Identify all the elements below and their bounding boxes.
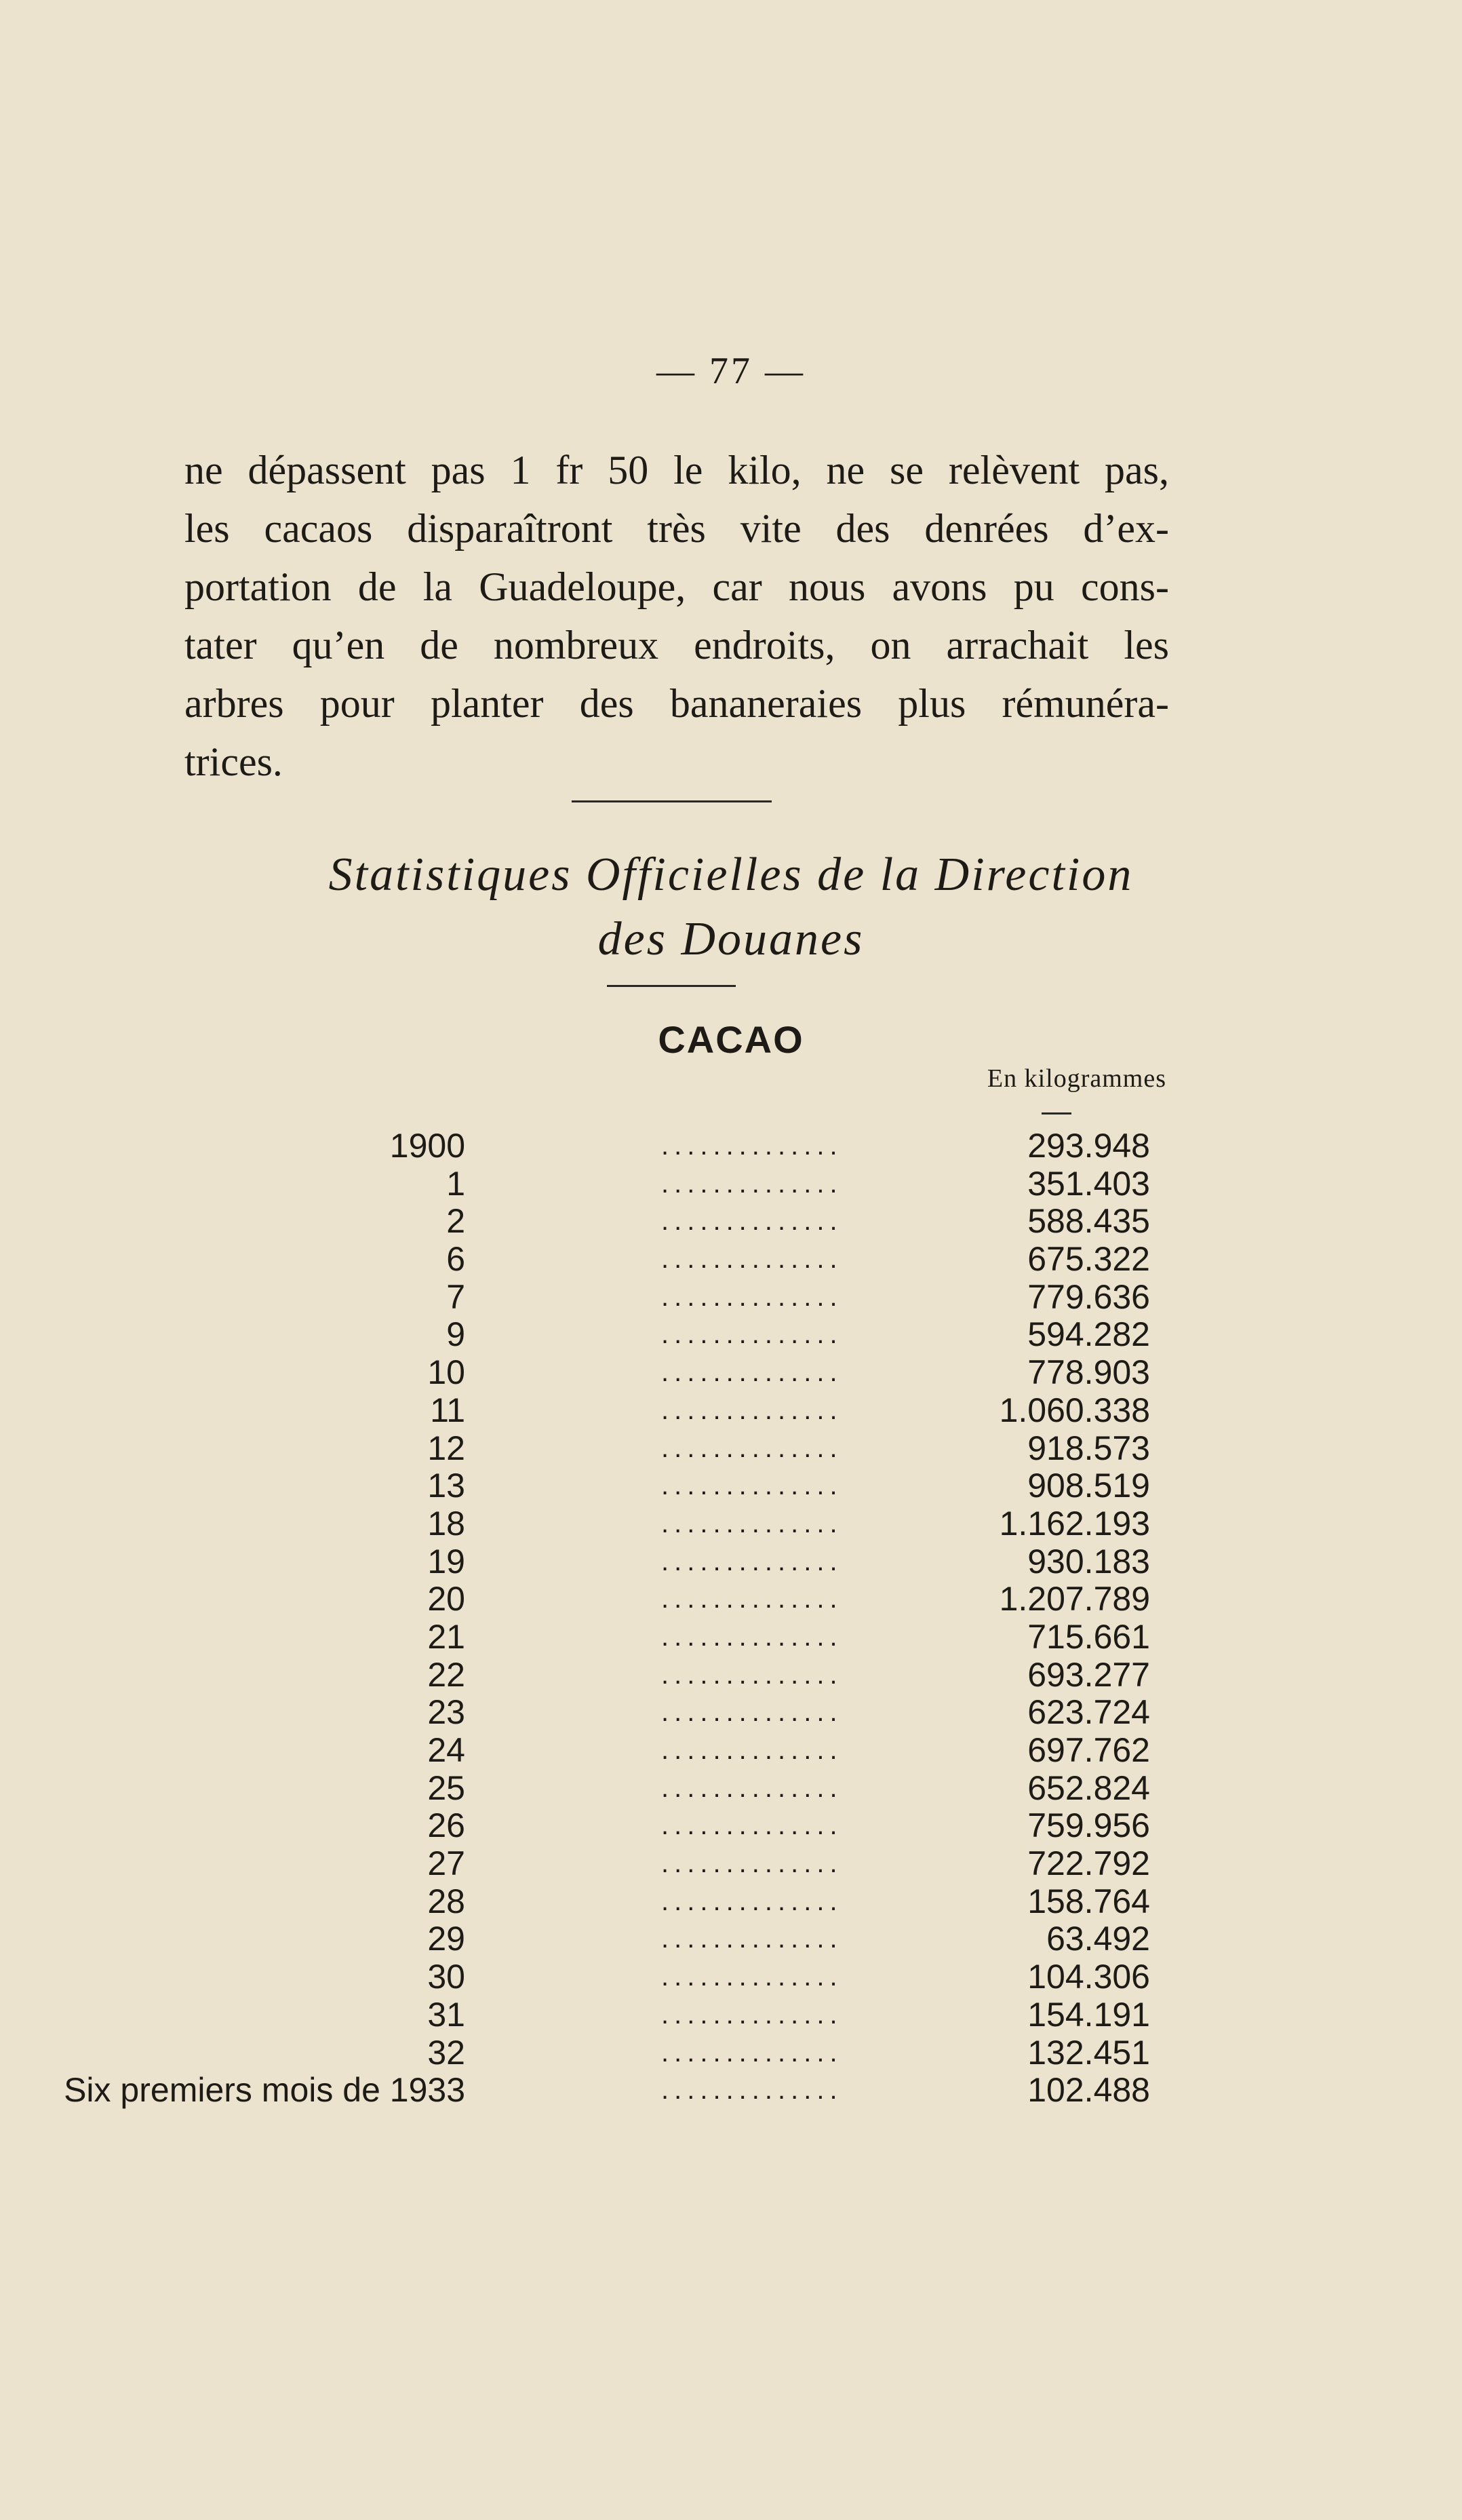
year-cell: 30 [427,1958,465,1996]
leader-dots: .............. [661,1168,843,1199]
leader-dots: .............. [661,1810,843,1841]
value-cell: 759.956 [1027,1806,1150,1845]
table-row [0,1996,1462,2034]
body-paragraph [184,441,1169,791]
year-cell: 18 [427,1504,465,1543]
year-cell: 6 [446,1240,465,1279]
year-cell: 25 [427,1768,465,1807]
leader-dots: .............. [661,1131,843,1161]
value-cell: 132.451 [1027,2033,1150,2072]
year-cell: 19 [427,1542,465,1581]
leader-dots: .............. [661,1848,843,1879]
page-number: — 77 — [656,350,806,392]
paragraph-line: portation de la Guadeloupe, car nous avons pu cons- [184,564,1169,609]
section-heading-line2: des Douanes [597,913,865,965]
table-row [0,1203,1462,1241]
value-cell: 158.764 [1027,1882,1150,1920]
table-row [0,1807,1462,1845]
value-cell: 652.824 [1027,1768,1150,1807]
leader-dots: .............. [661,1357,843,1388]
year-cell: 1 [446,1164,465,1203]
value-cell: 1.060.338 [999,1391,1150,1429]
table-row [0,1732,1462,1770]
value-cell: 930.183 [1027,1542,1150,1581]
table-row [0,1883,1462,1921]
table-row [0,1279,1462,1317]
heading-underline [607,985,736,987]
leader-dots: .............. [661,2037,843,2068]
value-cell: 697.762 [1027,1731,1150,1769]
leader-dots: .............. [661,1433,843,1463]
year-cell: 28 [427,1882,465,1920]
year-cell: 24 [427,1731,465,1769]
value-cell: 715.661 [1027,1617,1150,1656]
leader-dots: .............. [661,1319,843,1350]
year-cell: 31 [427,1995,465,2034]
value-cell: 1.162.193 [999,1504,1150,1543]
value-cell: 675.322 [1027,1240,1150,1279]
leader-dots: .............. [661,1924,843,1954]
year-cell: 29 [427,1920,465,1958]
leader-dots: .............. [661,2075,843,2106]
leader-dots: .............. [661,1281,843,1312]
year-cell: 27 [427,1844,465,1883]
table-row [0,1581,1462,1618]
table-row [0,1845,1462,1883]
unit-dash [1042,1112,1071,1114]
cacao-export-table [0,1127,1462,2110]
paragraph-line: tater qu’en de nombreux endroits, on arrachait les [184,623,1169,667]
table-row [0,1430,1462,1468]
leader-dots: .............. [661,1244,843,1275]
value-cell: 918.573 [1027,1429,1150,1467]
year-cell: 26 [427,1806,465,1845]
leader-dots: .............. [661,1546,843,1576]
leader-dots: .............. [661,1621,843,1652]
year-cell: 1900 [389,1127,465,1165]
unit-label: En kilogrammes [987,1064,1166,1093]
year-cell: 23 [427,1693,465,1732]
value-cell: 63.492 [1046,1920,1150,1958]
value-cell: 104.306 [1027,1958,1150,1996]
table-row [0,1656,1462,1694]
year-cell: 10 [427,1353,465,1392]
leader-dots: .............. [661,1206,843,1237]
value-cell: 693.277 [1027,1655,1150,1694]
value-cell: 722.792 [1027,1844,1150,1883]
table-row [0,1694,1462,1732]
paragraph-line: ne dépassent pas 1 fr 50 le kilo, ne se relèvent pas, [184,448,1169,492]
table-row [0,1467,1462,1505]
value-cell: 594.282 [1027,1315,1150,1354]
section-heading-line1: Statistiques Officielles de la Direction [328,849,1134,901]
table-row [0,1920,1462,1958]
section-divider [572,800,772,802]
leader-dots: .............. [661,1735,843,1765]
table-row [0,1354,1462,1392]
year-cell: 12 [427,1429,465,1467]
leader-dots: .............. [661,1659,843,1690]
year-cell: 21 [427,1617,465,1656]
table-row [0,1241,1462,1279]
table-title: CACAO [658,1018,804,1061]
year-cell: 22 [427,1655,465,1694]
paragraph-line: trices. [184,739,283,784]
table-row [0,1127,1462,1165]
year-cell: 32 [427,2033,465,2072]
table-row [0,1316,1462,1354]
table-row [0,2034,1462,2072]
year-cell: 11 [430,1391,465,1429]
table-row [0,2072,1462,2110]
year-cell: 2 [446,1202,465,1241]
paragraph-line: les cacaos disparaîtront très vite des denrées d’ex- [184,506,1169,551]
leader-dots: .............. [661,1962,843,1992]
table-row [0,1543,1462,1581]
table-row [0,1165,1462,1203]
leader-dots: .............. [661,1999,843,2030]
leader-dots: .............. [661,1471,843,1501]
leader-dots: .............. [661,1508,843,1538]
table-row [0,1505,1462,1543]
year-cell: 13 [427,1467,465,1505]
year-cell: 20 [427,1580,465,1618]
paragraph-line: arbres pour planter des bananeraies plus rémunéra- [184,681,1169,726]
value-cell: 351.403 [1027,1164,1150,1203]
leader-dots: .............. [661,1697,843,1728]
value-cell: 1.207.789 [999,1580,1150,1618]
table-row [0,1770,1462,1808]
leader-dots: .............. [661,1772,843,1803]
value-cell: 102.488 [1027,2071,1150,2110]
year-cell: Six premiers mois de 1933 [64,2071,465,2110]
leader-dots: .............. [661,1886,843,1916]
year-cell: 7 [446,1277,465,1316]
value-cell: 588.435 [1027,1202,1150,1241]
table-row [0,1392,1462,1430]
value-cell: 293.948 [1027,1127,1150,1165]
value-cell: 623.724 [1027,1693,1150,1732]
year-cell: 9 [446,1315,465,1354]
table-row [0,1618,1462,1656]
table-row [0,1958,1462,1996]
value-cell: 908.519 [1027,1467,1150,1505]
leader-dots: .............. [661,1584,843,1614]
value-cell: 778.903 [1027,1353,1150,1392]
value-cell: 154.191 [1027,1995,1150,2034]
value-cell: 779.636 [1027,1277,1150,1316]
leader-dots: .............. [661,1395,843,1425]
